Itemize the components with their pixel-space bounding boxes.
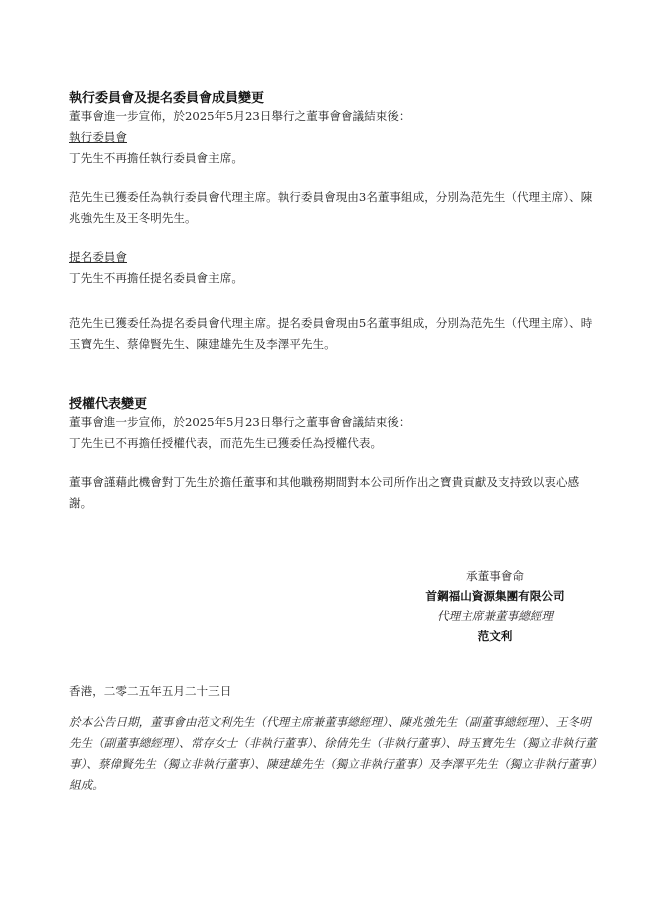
section1-intro: 董事會進一步宣佈，於2025年5月23日舉行之董事會會議結束後： <box>69 109 411 123</box>
place-date: 香港，二零二五年五月二十三日 <box>69 684 232 698</box>
authorized-rep-para: 丁先生已不再擔任授權代表，而范先生已獲委任為授權代表。 <box>69 436 383 450</box>
executive-committee-para1: 丁先生不再擔任執行委員會主席。 <box>69 151 243 165</box>
thanks-paragraph: 董事會謹藉此機會對丁先生於擔任董事和其他職務期間對本公司所作出之寶貴貢獻及支持致以衷心感謝。 <box>69 475 580 510</box>
section2-intro: 董事會進一步宣佈，於2025年5月23日舉行之董事會會議結束後： <box>69 415 411 429</box>
nomination-committee-title: 提名委員會 <box>69 250 127 264</box>
signature-line1: 承董事會命 <box>466 569 524 583</box>
executive-committee-title: 執行委員會 <box>69 130 127 144</box>
signature-name: 范文利 <box>477 629 513 643</box>
nomination-committee-para1: 丁先生不再擔任提名委員會主席。 <box>69 271 243 285</box>
section-heading-authorized-rep: 授權代表變更 <box>69 397 148 412</box>
board-composition: 於本公告日期，董事會由范文利先生（代理主席兼董事總經理）、陳兆強先生（副董事總經理）、王冬明先生（副董事總經理）、常存女士（非執行董事）、徐倩先生（非執行董事）、時玉寶先生（獨立非執行董事）、蔡偉賢先生（獨立非執行董事）、陳建雄先生（獨立非執行董事）及李澤平先生（獨立非執行董事）組成。 <box>69 715 597 792</box>
signature-role: 代理主席兼董事總經理 <box>437 609 553 623</box>
executive-committee-para2: 范先生已獲委任為執行委員會代理主席。執行委員會現由3名董事組成，分別為范先生（代理主席）、陳兆強先生及王冬明先生。 <box>69 190 593 225</box>
signature-company: 首鋼福山資源集團有限公司 <box>425 589 565 603</box>
nomination-committee-para2: 范先生已獲委任為提名委員會代理主席。提名委員會現由5名董事組成，分別為范先生（代理主席）、時玉寶先生、蔡偉賢先生、陳建雄先生及李澤平先生。 <box>69 316 593 351</box>
section-heading-committee-changes: 執行委員會及提名委員會成員變更 <box>69 91 265 106</box>
